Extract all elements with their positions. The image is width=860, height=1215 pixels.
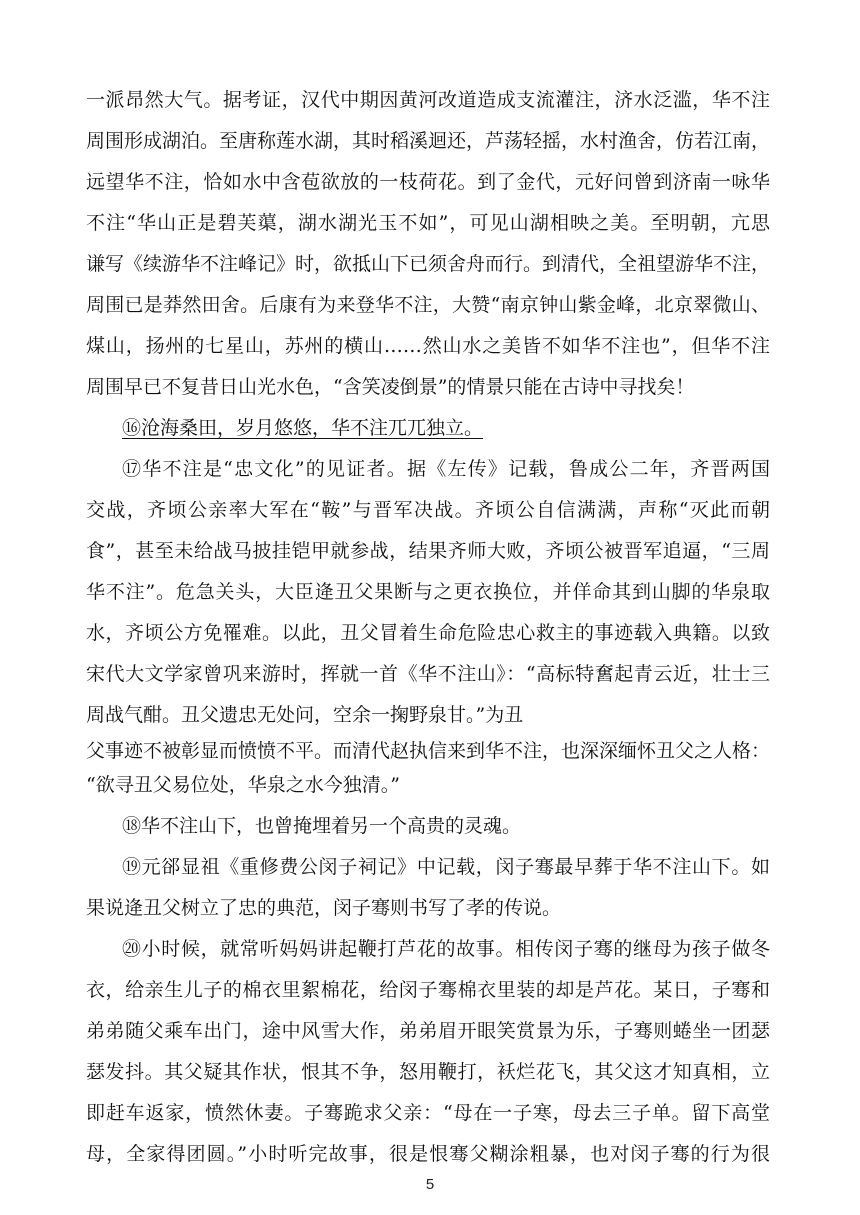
text-line: 周围早已不复昔日山光水色，“含笑凌倒景”的情景只能在古诗中寻找矣！ [86,376,695,398]
text-line: 水，齐顷公方免罹难。以此，丑父冒着生命危险忠心救主的事迹载入典籍。以致 [86,622,770,644]
text-line: 宋代大文学家曾巩来游时，挥就一首《华不注山》：“高标特𡚒起青云近，壮士三 [86,663,770,685]
text-line: 不注“华山正是碧芙蕖，湖水湖光玉不如”，可见山湖相映之美。至明朝，亢思 [86,212,770,234]
text-line: ⑰华不注是“忠文化”的见证者。据《左传》记载，鲁成公二年，齐晋两国 [122,458,770,480]
text-line: 周战气酣。丑父遗忠无处问，空余一掬野泉甘。”为丑 [86,704,524,726]
text-line: 谦写《续游华不注峰记》时，欲抵山下已须舍舟而行。到清代，全祖望游华不注， [86,253,771,275]
text-line: 母，全家得团圆。”小时听完故事，很是恨骞父糊涂粗暴，也对闵子骞的行为很 [86,1143,770,1165]
text-line: ⑱华不注山下，也曾掩埋着另一个高贵的灵魂。 [122,815,522,837]
text-line: 食”，甚至未给战马披挂铠甲就参战，结果齐师大败，齐顷公被晋军追逼，“三周 [86,540,770,562]
text-line: 周围已是莽然田舍。后康有为来登华不注，大赞“南京钟山紫金峰，北京翠微山、 [86,294,770,316]
text-line: 衣，给亲生儿子的棉衣里絮棉花，给闵子骞棉衣里装的却是芦花。某日，子骞和 [86,979,770,1001]
text-line: 父事迹不被彰显而愤愤不平。而清代赵执信来到华不注，也深深缅怀丑父之人格： [86,740,771,762]
text-line: “欲寻丑父易位处，华泉之水今独清。” [86,774,400,796]
text-line: 华不注”。危急关头，大臣逄丑父果断与之更衣换位，并佯命其到山脚的华泉取 [86,581,770,603]
text-line: 瑟发抖。其父疑其作状，恨其不争，怒用鞭打，袄烂花飞，其父这才知真相，立 [86,1061,770,1083]
text-line: 即赶车返家，愤然休妻。子骞跪求父亲：“母在一子寒，母去三子单。留下高堂 [86,1102,770,1124]
text-line: 一派昂然大气。据考证，汉代中期因黄河改道造成支流灌注，济水泛滥，华不注 [86,89,770,111]
page-number: 5 [425,1176,435,1193]
text-line: 煤山，扬州的七星山，苏州的横山……然山水之美皆不如华不注也”，但华不注 [86,335,770,357]
text-line: ⑳小时候，就常听妈妈讲起鞭打芦花的故事。相传闵子骞的继母为孩子做冬 [122,938,770,960]
text-line: 交战，齐顷公亲率大军在“鞍”与晋军决战。齐顷公自信满满，声称“灭此而朝 [86,499,770,521]
text-line: 弟弟随父乘车出门，途中风雪大作，弟弟眉开眼笑赏景为乐，子骞则蜷坐一团瑟 [86,1020,770,1042]
text-line: 远望华不注，恰如水中含苞欲放的一枝荷花。到了金代，元好问曾到济南一咏华 [86,171,770,193]
underlined-sentence: ⑯沧海桑田，岁月悠悠，华不注兀兀独立。 [122,417,484,439]
text-line: 周围形成湖泊。至唐称莲水湖，其时稻溪迴还，芦荡轻摇，水村渔舍，仿若江南， [86,130,771,152]
text-line: ⑲元郤显祖《重修费公闵子祠记》中记载，闵子骞最早葬于华不注山下。如 [122,856,770,878]
text-line: 果说逄丑父树立了忠的典范，闵子骞则书写了孝的传说。 [86,897,562,919]
